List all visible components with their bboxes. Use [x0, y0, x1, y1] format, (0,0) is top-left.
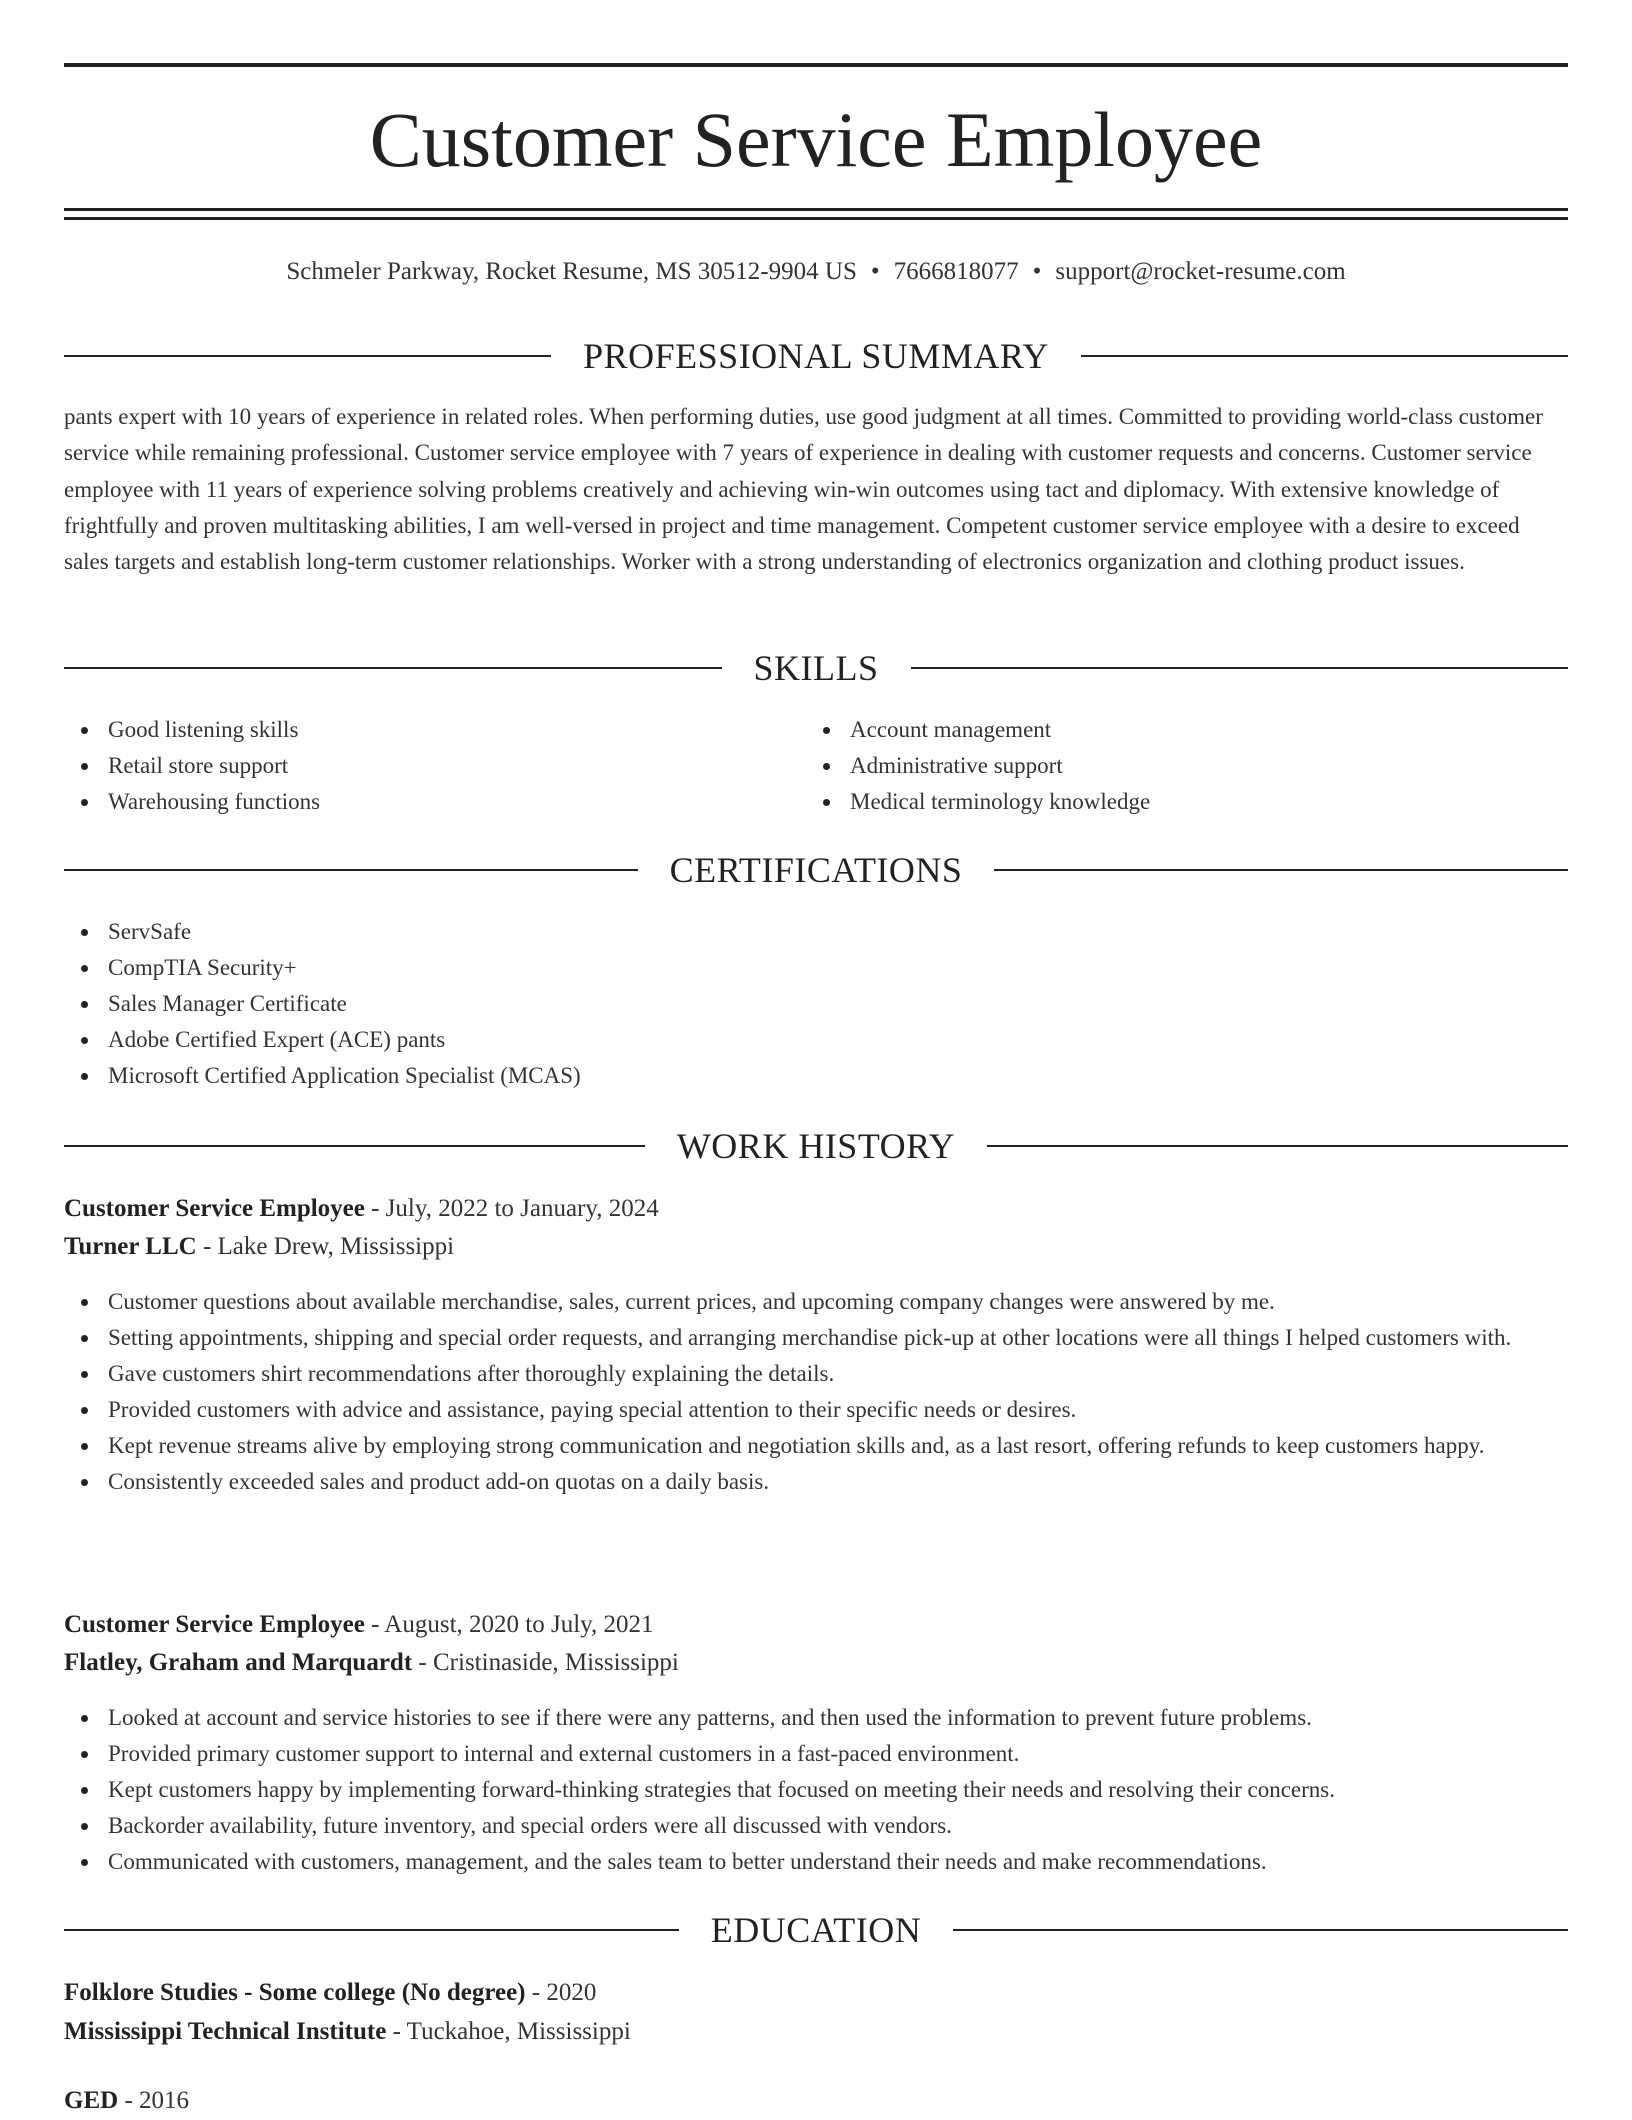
job-duty-item: Kept revenue streams alive by employing strong communication and negotiation skills and, as a last resort, offering refunds to keep customers happy. — [64, 1428, 1568, 1464]
section-header-skills — [64, 646, 1568, 690]
section-header-education — [64, 1908, 1568, 1952]
section-rule-right — [987, 1145, 1568, 1147]
job-duties-list — [64, 1700, 1568, 1880]
contact-line — [64, 255, 1568, 289]
education-year: - 2016 — [118, 2087, 190, 2114]
resume-title: Customer Service Employee — [369, 96, 1263, 183]
section-rule-left — [64, 1145, 645, 1147]
skill-item: Account management — [806, 712, 1546, 748]
skill-item: Warehousing functions — [64, 784, 804, 820]
job-dates: - July, 2022 to January, 2024 — [364, 1195, 659, 1222]
section-header-summary — [64, 334, 1568, 378]
skill-item: Medical terminology knowledge — [806, 784, 1546, 820]
job-duty-item: Provided primary customer support to internal and external customers in a fast-paced environment. — [64, 1736, 1568, 1772]
job-duty-item: Backorder availability, future inventory, and special orders were all discussed with vendors. — [64, 1808, 1568, 1844]
job-location: - Lake Drew, Mississippi — [196, 1233, 455, 1260]
job-location: - Cristinaside, Mississippi — [412, 1649, 679, 1676]
contact-email[interactable]: support@rocket-resume.com — [1055, 258, 1346, 285]
section-header-work — [64, 1124, 1568, 1168]
job-duty-item: Kept customers happy by implementing forward-thinking strategies that focused on meeting their needs and resolving their concerns. — [64, 1772, 1568, 1808]
section-title-summary: PROFESSIONAL SUMMARY — [583, 336, 1049, 376]
education-school: Mississippi Technical Institute — [64, 2018, 387, 2045]
summary-text: pants expert with 10 years of experience in related roles. When performing duties, use good judgment at all times. Committed to providing world-class customer service while remaining professional. Customer service employee with 7 years of experience in dealing with customer requests and concerns. Customer service employee with 11 years of experience solving problems creatively and achieving win-win outcomes using tact and diplomacy. With extensive knowledge of frightfully and proven multitasking abilities, I am well-versed in project and time management. Competent customer service employee with a desire to exceed sales targets and establish long-term customer relationships. Worker with a strong understanding of electronics organization and clothing product issues. — [64, 404, 1543, 575]
section-title-certifications: CERTIFICATIONS — [669, 850, 963, 890]
skills-list-right — [806, 712, 1546, 820]
certification-item: Adobe Certified Expert (ACE) pants — [64, 1022, 1568, 1058]
skills-list-left — [64, 712, 804, 820]
section-title-skills: SKILLS — [753, 648, 879, 688]
job-title-line — [64, 1606, 1568, 1644]
section-rule-right — [1081, 355, 1568, 357]
top-rule — [64, 63, 1568, 67]
education-degree: Folklore Studies - Some college (No degree) — [64, 1979, 526, 2006]
certification-item: Microsoft Certified Application Specialist (MCAS) — [64, 1058, 1568, 1094]
section-rule-left — [64, 1929, 679, 1931]
job-duty-item: Setting appointments, shipping and special order requests, and arranging merchandise pick-up at other locations were all things I helped customers with. — [64, 1320, 1568, 1356]
education-year: - 2020 — [525, 1979, 597, 2006]
section-rule-right — [911, 667, 1569, 669]
certifications-list — [64, 914, 1568, 1094]
section-rule-right — [953, 1929, 1568, 1931]
certification-item: ServSafe — [64, 914, 1568, 950]
section-title-education: EDUCATION — [710, 1910, 922, 1950]
job-duty-item: Gave customers shirt recommendations after thoroughly explaining the details. — [64, 1356, 1568, 1392]
title-double-rule — [64, 208, 1568, 220]
job-dates: - August, 2020 to July, 2021 — [364, 1611, 654, 1638]
section-rule-right — [994, 869, 1568, 871]
education-school-line — [64, 2013, 1568, 2051]
education-degree: GED — [64, 2087, 119, 2114]
education-degree-line — [64, 1974, 1568, 2012]
section-rule-left — [64, 869, 638, 871]
job-company-line — [64, 1228, 1568, 1266]
job-duty-item: Communicated with customers, management, and the sales team to better understand their needs and make recommendations. — [64, 1844, 1568, 1880]
skill-item: Administrative support — [806, 748, 1546, 784]
section-rule-left — [64, 667, 722, 669]
education-location: - Tuckahoe, Mississippi — [386, 2018, 631, 2045]
job-duty-item: Customer questions about available merchandise, sales, current prices, and upcoming company changes were answered by me. — [64, 1284, 1568, 1320]
job-duty-item: Looked at account and service histories to see if there were any patterns, and then used the information to prevent future problems. — [64, 1700, 1568, 1736]
contact-phone[interactable]: 7666818077 — [893, 258, 1019, 285]
contact-separator: • — [870, 258, 880, 285]
job-company: Turner LLC — [64, 1233, 197, 1260]
skill-item: Good listening skills — [64, 712, 804, 748]
job-duty-item: Consistently exceeded sales and product add-on quotas on a daily basis. — [64, 1464, 1568, 1500]
section-rule-left — [64, 355, 551, 357]
job-duty-item: Provided customers with advice and assistance, paying special attention to their specific needs or desires. — [64, 1392, 1568, 1428]
contact-separator: • — [1032, 258, 1042, 285]
contact-address: Schmeler Parkway, Rocket Resume, MS 30512-9904 US — [286, 258, 857, 285]
section-title-work: WORK HISTORY — [676, 1126, 956, 1166]
section-header-certifications — [64, 848, 1568, 892]
skill-item: Retail store support — [64, 748, 804, 784]
job-title-line — [64, 1190, 1568, 1228]
job-company: Flatley, Graham and Marquardt — [64, 1649, 413, 1676]
certification-item: CompTIA Security+ — [64, 950, 1568, 986]
education-degree-line — [64, 2082, 1568, 2120]
job-title: Customer Service Employee — [64, 1611, 365, 1638]
certification-item: Sales Manager Certificate — [64, 986, 1568, 1022]
job-title: Customer Service Employee — [64, 1195, 365, 1222]
job-company-line — [64, 1644, 1568, 1682]
job-duties-list — [64, 1284, 1568, 1500]
